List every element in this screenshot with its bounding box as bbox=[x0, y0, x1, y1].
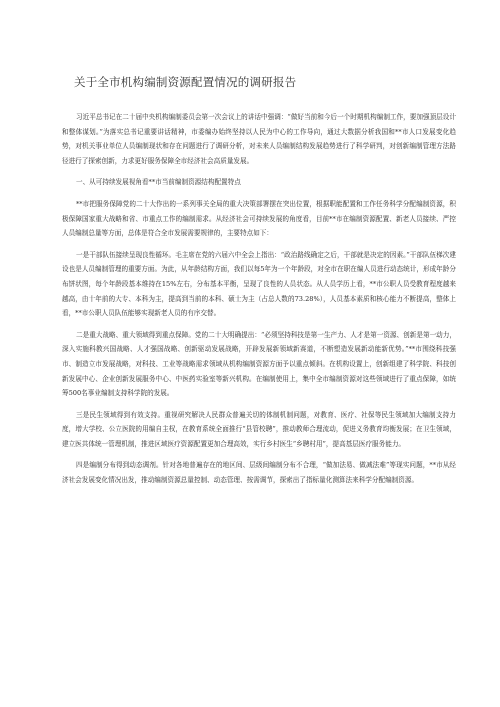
paragraph-point-4: 四是编制分布得到动态调剂。针对各地普遍存在的地区间、层级间编制分布不合理，“做加法易、做减法难”等现实问题，**市从经济社会发展变化情况出发，推动编制资源总量控制、动态管理、按需调节，探索出了指标量化测算法来科学分配编制资源。 bbox=[62, 461, 456, 485]
paragraph-overview: **市把服务保障党的二十大作出的一系列事关全局的重大决策部署摆在突出位置，根据职能配置和工作任务科学分配编制资源，积极保障国家重大战略和省、市重点工作的编制需求。从经济社会可持续发展的角度看，目前**市在编制资源配置、新老人员接续、严控人员编制总量等方面，总体是符合全市发展需要规律的，主要特点如下： bbox=[62, 199, 456, 238]
paragraph-point-1: 一是干部队伍接续呈现良性循环。毛主席在党的六届六中全会上指出：“政治路线确定之后，干部就是决定的因素。”干部队伍梯次建设也是人员编制管理的重要方面。为此，从年龄结构方面，我们以每5年为一个年龄段，对全市在职在编人员进行动态统计，形成年龄分布饼状图，每个年龄段基本维持在15%左右，分布基本平衡，呈现了良性的人员状态。从人员学历上看，**市公职人员受教育程度越来越高，由十年前的大专、本科为主，提高到当前的本科、硕士为主（占总人数的73.28%），人员基本素质和核心能力不断提高，整体上看，**市公职人员队伍能够实现新老人员的有序交替。 bbox=[62, 250, 456, 318]
section-heading-1: 一、从可持续发展视角看**市当前编制资源结构配置特点 bbox=[76, 178, 241, 187]
paragraph-intro: 习近平总书记在二十届中央机构编制委员会第一次会议上的讲话中强调：“做好当前和今后一个时期机构编制工作，要加强顶层设计和整体谋划。”为落实总书记重要讲话精神，市委编办始终坚持以人民为中心的工作导向，通过大数据分析我国和**市人口发展变化趋势，对机关事业单位人员编制现状和存在问题进行了调研分析，对未来人员编制结构发展趋势进行了科学研判，对创新编制管理方法路径进行了探索创新，力求更好服务保障全市经济社会高质量发展。 bbox=[62, 113, 456, 165]
paragraph-point-3: 三是民生领域得到有效支持。重视研究解决人民群众普遍关切的体制机制问题，对教育、医疗、社保等民生领域加大编制支持力度，增大学校、公立医院的用编自主权，在教育系统全面推行“县管校聘”，推动教师合理流动，促进义务教育均衡发展；在卫生领域，建立医共体统一管理机制，推进区域医疗资源配置更加合理高效，实行乡村医生“乡聘村用”，提高基层医疗服务能力。 bbox=[62, 410, 456, 448]
document-title: 关于全市机构编制资源配置情况的调研报告 bbox=[74, 75, 297, 89]
paragraph-point-2: 二是重大战略、重大领域得到重点保障。党的二十大明确提出：“必须坚持科技是第一生产力、人才是第一资源、创新是第一动力，深入实施科教兴国战略、人才强国战略、创新驱动发展战略，开辟发展新领域新赛道，不断塑造发展新动能新优势。”**市围绕科技强市、制造立市发展战略，对科技、工业等战略需求领域从机构编制资源方面予以重点倾斜。在机构设置上，创新组建了科学院、科技创新发展中心、企业创新发展服务中心、中医药实验室等新兴机构。在编制使用上，集中全市编制资源对这些领域进行了重点保障，如统筹500名事业编制支持科学院的发展。 bbox=[62, 330, 456, 398]
